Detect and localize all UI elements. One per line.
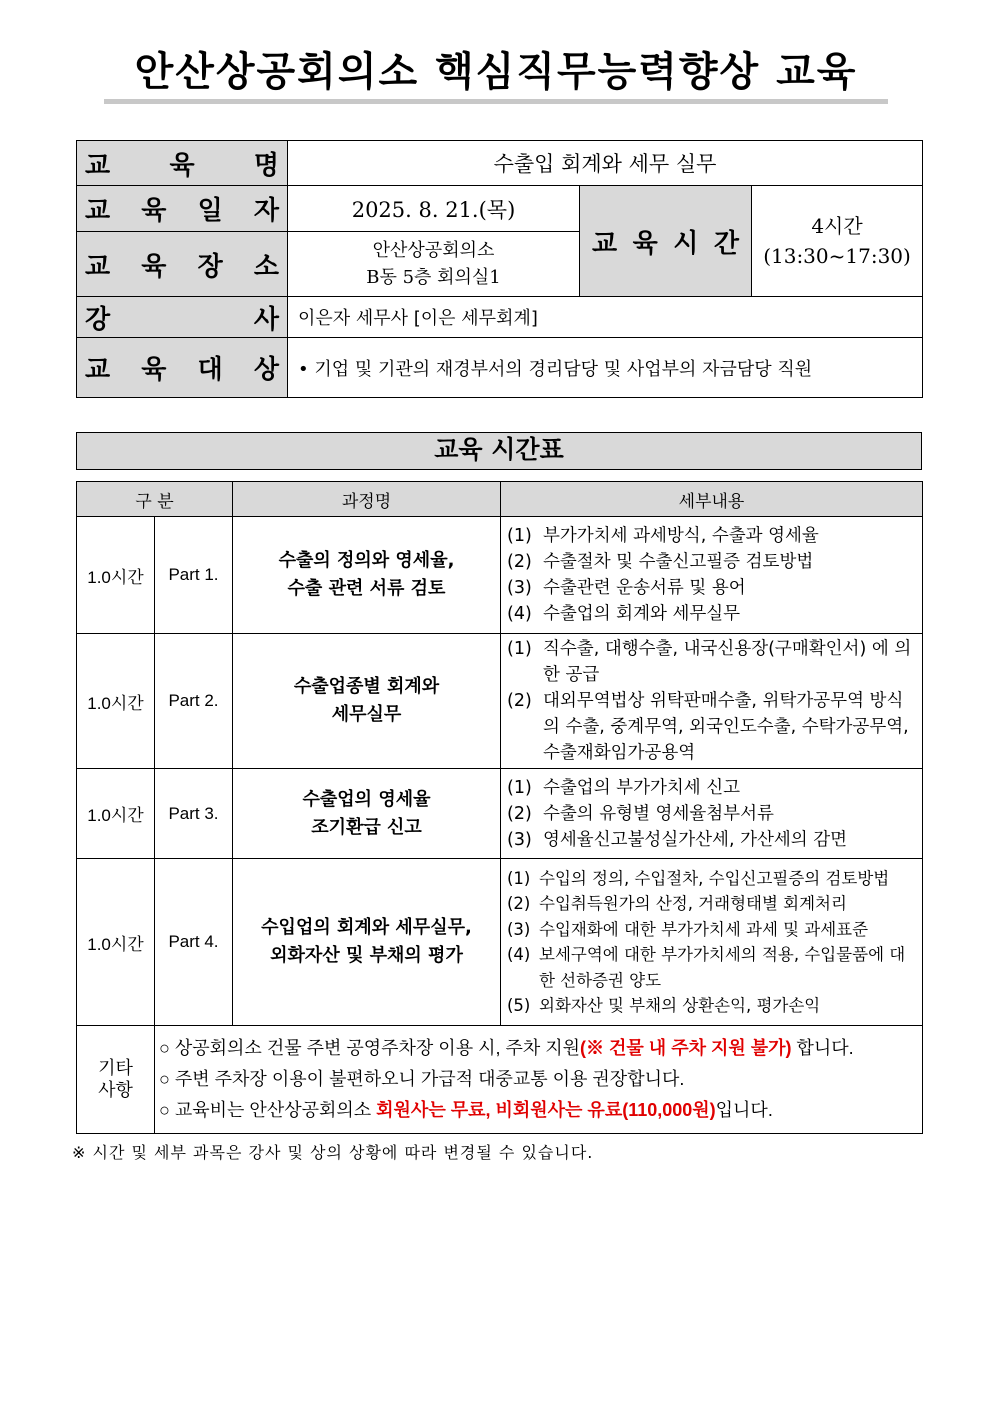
course-line: 외화자산 및 부채의 평가 [270, 945, 463, 966]
lecturer-label: 강 사 [77, 297, 288, 338]
course-line: 세무실무 [331, 704, 402, 725]
table-row [77, 517, 923, 634]
detail-item: (3) 수출관련 운송서류 및 용어 [507, 578, 746, 598]
course-name-value: 수출입 회계와 세무 실무 [288, 141, 923, 186]
detail-item: (2) 대외무역법상 위탁판매수출, 위탁가공무역 방식의 수출, 중계무역, 외국인도수출, 수탁가공무역, 수출재화임가공용역 [507, 691, 909, 763]
row-hours: 1.0시간 [77, 769, 155, 859]
detail-item: (2) 수출의 유형별 영세율첨부서류 [507, 803, 774, 824]
etc-line-fee: ○ 교육비는 안산상공회의소 회원사는 무료, 비회원사는 유료(110,000원)입니다. [159, 1100, 773, 1120]
header-course: 과정명 [233, 482, 501, 517]
footnote: ※ 시간 및 세부 과목은 강사 및 상의 상황에 따라 변경될 수 있습니다. [72, 1143, 594, 1162]
place-value [288, 232, 580, 297]
row-hours: 1.0시간 [77, 517, 155, 634]
detail-item: (3) 수입재화에 대한 부가가치세 과세 및 과세표준 [507, 919, 869, 939]
row-hours: 1.0시간 [77, 859, 155, 1026]
detail-item: (4) 수출업의 회계와 세무실무 [507, 604, 741, 624]
course-info-table [76, 140, 923, 398]
course-name-label-text: 교 육 명 [85, 150, 279, 181]
detail-item: (1) 수출업의 부가가치세 신고 [507, 777, 741, 798]
row-part: Part 2. [155, 634, 233, 769]
row-details [501, 769, 923, 859]
table-row [77, 859, 923, 1026]
etc-row [77, 1026, 923, 1134]
etc-line-parking: ○ 상공회의소 건물 주변 공영주차장 이용 시, 주차 지원(※ 건물 내 주차 지원 불가) 합니다. [159, 1038, 854, 1058]
place-label: 교 육 장 소 [77, 232, 288, 297]
detail-item: (3) 영세율신고불성실가산세, 가산세의 감면 [507, 829, 848, 850]
detail-item: (4) 보세구역에 대한 부가가치세의 적용, 수입물품에 대한 선하증권 양도 [507, 945, 906, 990]
time-label: 교 육 시 간 [580, 186, 752, 297]
course-line: 수출 관련 서류 검토 [287, 578, 446, 599]
detail-item: (1) 수입의 정의, 수입절차, 수입신고필증의 검토방법 [507, 868, 890, 888]
row-course [233, 769, 501, 859]
course-line: 수입업의 회계와 세무실무, [261, 917, 472, 938]
row-course [233, 634, 501, 769]
time-value [752, 186, 923, 297]
lecturer-value: 이은자 세무사 [이은 세무회계] [288, 297, 923, 338]
detail-item: (1) 직수출, 대행수출, 내국신용장(구매확인서) 에 의한 공급 [507, 639, 912, 685]
detail-item: (2) 수입취득원가의 산정, 거래형태별 회계처리 [507, 894, 847, 913]
etc-label-line: 기타 [98, 1057, 133, 1079]
schedule-table [76, 481, 923, 1134]
row-part: Part 4. [155, 859, 233, 1026]
place-line-1: 안산상공회의소 [372, 240, 495, 261]
header-category: 구 분 [77, 482, 233, 517]
detail-item: (2) 수출절차 및 수출신고필증 검토방법 [507, 552, 814, 572]
row-details [501, 517, 923, 634]
course-line: 수출업종별 회계와 [293, 676, 440, 697]
header-details: 세부내용 [501, 482, 923, 517]
course-name-label [77, 141, 288, 186]
row-details [501, 859, 923, 1026]
detail-item: (1) 부가가치세 과세방식, 수출과 영세율 [507, 526, 819, 546]
time-range: (13:30~17:30) [763, 244, 911, 268]
detail-item: (5) 외화자산 및 부채의 상환손익, 평가손익 [507, 996, 821, 1015]
row-part: Part 3. [155, 769, 233, 859]
etc-label-line: 사항 [98, 1079, 133, 1101]
target-label: 교 육 대 상 [77, 338, 288, 398]
table-row [77, 634, 923, 769]
date-value: 2025. 8. 21.(목) [288, 186, 580, 232]
row-part: Part 1. [155, 517, 233, 634]
schedule-title: 교육 시간표 [76, 432, 922, 470]
place-line-2: B동 5층 회의실1 [366, 267, 501, 288]
course-line: 조기환급 신고 [311, 816, 422, 838]
etc-content [155, 1026, 923, 1134]
row-hours: 1.0시간 [77, 634, 155, 769]
etc-line-transit: ○ 주변 주차장 이용이 불편하오니 가급적 대중교통 이용 권장합니다. [159, 1069, 685, 1089]
table-row [77, 769, 923, 859]
time-hours: 4시간 [811, 214, 863, 238]
course-line: 수출의 정의와 영세율, [278, 550, 455, 571]
row-details [501, 634, 923, 769]
row-course [233, 859, 501, 1026]
page-title: 안산상공회의소 핵심직무능력향상 교육 [104, 44, 888, 104]
course-line: 수출업의 영세율 [302, 788, 431, 810]
date-label: 교 육 일 자 [77, 186, 288, 232]
etc-label [77, 1026, 155, 1134]
row-course [233, 517, 501, 634]
target-value: • 기업 및 기관의 재경부서의 경리담당 및 사업부의 자금담당 직원 [288, 338, 923, 398]
